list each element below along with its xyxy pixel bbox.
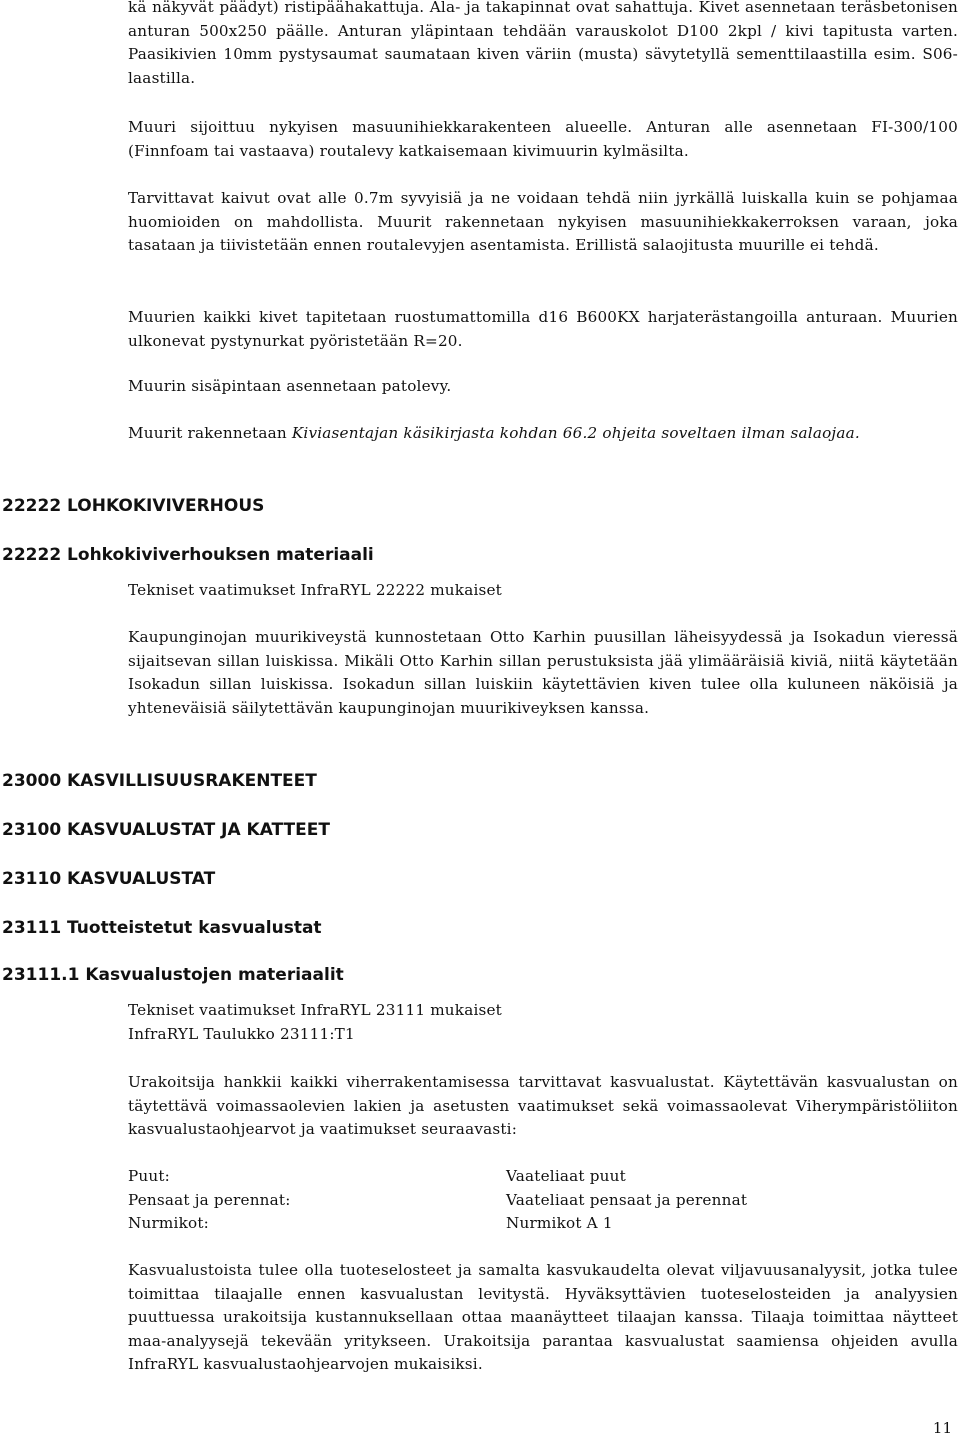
reference-italic-text: Kiviasentajan käsikirjasta kohdan 66.2 ohjeita soveltaen ilman salaojaa. — [291, 424, 860, 442]
paragraph-foundation: Muuri sijoittuu nykyisen masuunihiekkarakenteen alueelle. Anturan alle asennetaan FI-300/100 (Finnfoam tai vastaava) routalevy katkaisemaan kivimuurin kylmäsilta. — [128, 118, 958, 160]
heading-22222-material: 22222 Lohkokiviverhouksen materiaali — [2, 545, 374, 565]
requirements-row — [128, 1165, 958, 1189]
requirements-line-1: Tekniset vaatimukset InfraRYL 23111 mukaiset — [128, 1001, 502, 1019]
heading-23111-1: 23111.1 Kasvualustojen materiaalit — [2, 965, 344, 985]
requirements-row — [128, 1212, 958, 1236]
heading-22222: 22222 LOHKOKIVIVERHOUS — [2, 496, 265, 516]
page-number: 11 — [932, 1419, 952, 1437]
heading-23110: 23110 KASVUALUSTAT — [2, 869, 216, 889]
requirement-label: Puut: — [128, 1167, 171, 1185]
heading-23000: 23000 KASVILLISUUSRAKENTEET — [2, 771, 317, 791]
heading-23100: 23100 KASVUALUSTAT JA KATTEET — [2, 820, 330, 840]
paragraph-dowels: Muurien kaikki kivet tapitetaan ruostumattomilla d16 B600KX harjaterästangoilla anturaan. Muurien ulkonevat pystynurkat pyöristetään R=20. — [128, 308, 958, 350]
requirement-value: Vaateliaat pensaat ja perennat — [506, 1190, 748, 1209]
reference-lead-text: Muurit rakennetaan — [128, 424, 292, 442]
paragraph-construction-reference — [128, 422, 958, 446]
requirement-label: Pensaat ja perennat: — [128, 1190, 291, 1209]
paragraph-requirements-22222: Tekniset vaatimukset InfraRYL 22222 mukaiset — [128, 581, 502, 599]
paragraph-requirements-23111 — [128, 999, 958, 1046]
paragraph-excavation: Tarvittavat kaivut ovat alle 0.7m syvyisiä ja ne voidaan tehdä niin jyrkällä luiskalla kuin se pohjamaa huomioiden on mahdollista. Muurit rakennetaan nykyisen masuunihiekkakerroksen varaan, joka tasataan ja tiivistetään ennen routalevyjen asentamista. Erillistä salaojitusta muurille ei tehdä. — [128, 189, 958, 254]
paragraph-growing-media: Urakoitsija hankkii kaikki viherrakentamisessa tarvittavat kasvualustat. Käytettävän kasvualustan on täytettävä voimassaolevien lakien ja asetusten vaatimukset sekä voimassaolevat Viherympäristöliiton kasvualustaohjearvot ja vaatimukset seuraavasti: — [128, 1073, 958, 1138]
requirements-line-2: InfraRYL Taulukko 23111:T1 — [128, 1024, 355, 1043]
requirements-table — [128, 1165, 958, 1236]
paragraph-drain-board: Muurin sisäpintaan asennetaan patolevy. — [128, 377, 452, 395]
paragraph-intro: kä näkyvät päädyt) ristipäähakattuja. Ala- ja takapinnat ovat sahattuja. Kivet asennetaan teräsbetonisen anturan 500x250 päälle. Anturan yläpintaan tehdään varauskolot D100 2kpl / kivi tapitusta varten. Paasikivien 10mm pystysaumat saumataan kiven väriin (musta) sävytetyllä sementtilaastilla esim. S06-laastilla. — [128, 0, 958, 87]
paragraph-stone-repair: Kaupunginojan muurikiveystä kunnostetaan Otto Karhin puusillan läheisyydessä ja Isokadun vieressä sijaitsevan sillan luiskissa. Mikäli Otto Karhin sillan perustuksista jää ylimääräisiä kiviä, niitä käytetään Isokadun sillan luiskissa. Isokadun sillan luiskiin käytettävien kiven tulee olla kuluneen näköisiä ja yhteneväisiä säilytettävän kaupunginojan muurikiveyksen kanssa. — [128, 628, 958, 717]
requirement-value: Nurmikot A 1 — [506, 1214, 613, 1232]
requirements-row — [128, 1189, 958, 1213]
paragraph-product-declarations: Kasvualustoista tulee olla tuoteselosteet ja samalta kasvukaudelta olevat viljavuusanalyysit, jotka tulee toimittaa tilaajalle ennen kasvualustan levitystä. Hyväksyttävien tuoteselosteiden ja analyysien puuttuessa urakoitsija kustannuksellaan ottaa maanäytteet tilaajan kanssa. Tilaaja toimittaa näytteet maa-analyysejä tekevään yritykseen. Urakoitsija parantaa kasvualustat saamiensa ohjeiden avulla InfraRYL kasvualustaohjearvojen mukaisiksi. — [128, 1261, 958, 1373]
requirement-value: Vaateliaat puut — [506, 1167, 626, 1185]
heading-23111: 23111 Tuotteistetut kasvualustat — [2, 918, 322, 938]
requirement-label: Nurmikot: — [128, 1214, 209, 1232]
